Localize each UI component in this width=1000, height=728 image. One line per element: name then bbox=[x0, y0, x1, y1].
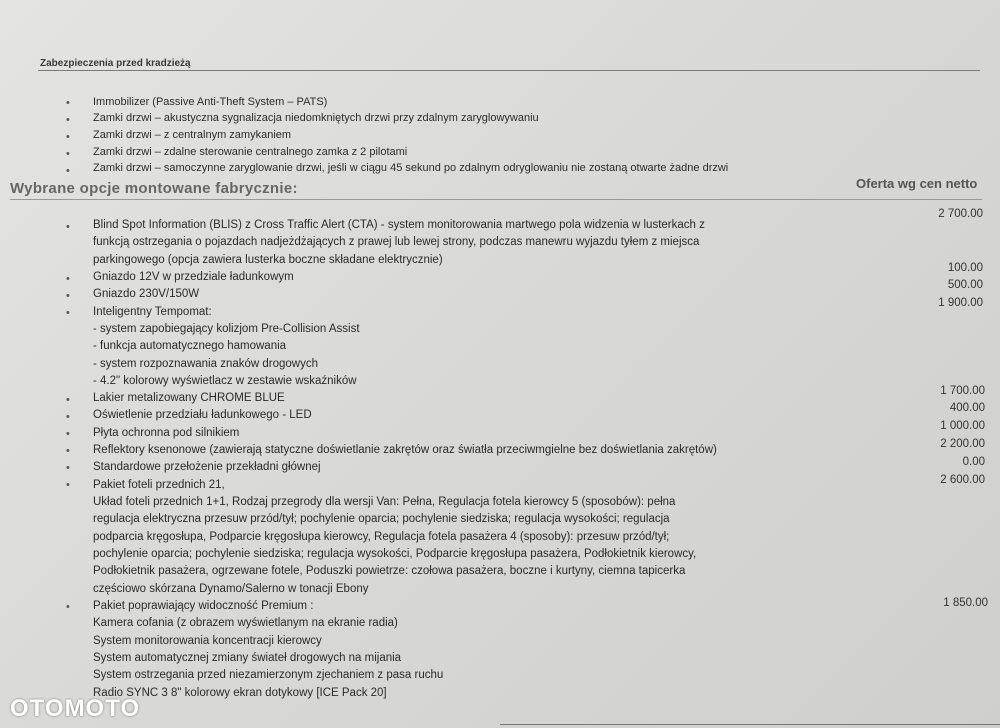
option-price: 100.00 bbox=[947, 262, 983, 274]
antitheft-item: Zamki drzwi – z centralnym zamykaniem bbox=[93, 129, 292, 141]
antitheft-item: Immobilizer (Passive Anti-Theft System – PATS) bbox=[93, 96, 328, 108]
option-line: - system zapobiegający kolizjom Pre-Collision Assist bbox=[93, 323, 360, 335]
options-rule bbox=[10, 199, 982, 200]
bullet: • bbox=[66, 290, 70, 302]
option-price: 500.00 bbox=[947, 279, 983, 291]
bullet: • bbox=[66, 165, 70, 177]
antitheft-item: Zamki drzwi – akustyczna sygnalizacja niedomkniętych drzwi przy zdalnym zaryglowywaniu bbox=[93, 112, 539, 124]
option-price: 400.00 bbox=[949, 402, 985, 414]
option-line: Kamera cofania (z obrazem wyświetlanym na ekranie radia) bbox=[93, 617, 398, 629]
bullet: • bbox=[66, 221, 70, 233]
option-line: podparcia kręgosłupa, Podparcie kręgosłupa kierowcy, Regulacja fotela pasażera 4 (sposoby): przesuw przód/tył; bbox=[93, 531, 670, 543]
option-line: Pakiet foteli przednich 21, bbox=[93, 479, 225, 491]
option-line: Lakier metalizowany CHROME BLUE bbox=[93, 392, 285, 404]
bullet: • bbox=[66, 97, 70, 109]
bullet: • bbox=[66, 148, 70, 160]
option-price: 2 700.00 bbox=[938, 208, 983, 220]
option-line: Standardowe przełożenie przekładni głównej bbox=[93, 461, 321, 473]
option-line: funkcją ostrzegania o pojazdach nadjeżdżających z prawej lub lewej strony, podczas manewru wyjazdu tyłem z miejsca bbox=[93, 236, 700, 248]
option-price: 2 200.00 bbox=[940, 438, 985, 450]
option-line: - system rozpoznawania znaków drogowych bbox=[93, 358, 318, 370]
options-heading: Wybrane opcje montowane fabrycznie: bbox=[10, 180, 298, 197]
option-price: 1 700.00 bbox=[940, 385, 985, 397]
bullet: • bbox=[66, 131, 70, 143]
option-line: Blind Spot Information (BLIS) z Cross Traffic Alert (CTA) - system monitorowania martwego pola widzenia w lusterkach z bbox=[93, 219, 705, 231]
option-price: 1 850.00 bbox=[943, 597, 988, 609]
bullet: • bbox=[66, 394, 70, 406]
option-line: parkingowego (opcja zawiera lusterka boczne składane elektrycznie) bbox=[93, 254, 443, 266]
antitheft-heading: Zabezpieczenia przed kradzieżą bbox=[40, 58, 191, 69]
bullet: • bbox=[66, 462, 70, 474]
option-line: Gniazdo 12V w przedziale ładunkowym bbox=[93, 271, 294, 283]
option-line: Reflektory ksenonowe (zawierają statyczne doświetlanie zakrętów oraz światła przeciwmgielne bez doświetlania zakrętów) bbox=[93, 444, 717, 456]
heading-rule bbox=[38, 70, 980, 71]
option-line: - funkcja automatycznego hamowania bbox=[93, 340, 287, 352]
bullet: • bbox=[66, 273, 70, 285]
option-line: Gniazdo 230V/150W bbox=[93, 288, 200, 300]
option-line: Inteligentny Tempomat: bbox=[93, 306, 212, 318]
option-price: 1 000.00 bbox=[940, 420, 985, 432]
option-line: częściowo skórzana Dynamo/Salerno w tonacji Ebony bbox=[93, 583, 369, 595]
option-price: 0.00 bbox=[962, 456, 985, 468]
option-line: Radio SYNC 3 8" kolorowy ekran dotykowy [ICE Pack 20] bbox=[93, 687, 387, 699]
option-line: System ostrzegania przed niezamierzonym zjechaniem z pasa ruchu bbox=[93, 669, 444, 681]
bullet: • bbox=[66, 445, 70, 457]
option-line: System monitorowania koncentracji kierowcy bbox=[93, 635, 322, 647]
option-line: Oświetlenie przedziału ładunkowego - LED bbox=[93, 409, 312, 421]
option-line: Pakiet poprawiający widoczność Premium : bbox=[93, 600, 314, 612]
bullet: • bbox=[66, 411, 70, 423]
option-line: Płyta ochronna pod silnikiem bbox=[93, 427, 240, 439]
bullet: • bbox=[66, 601, 70, 613]
option-line: Układ foteli przednich 1+1, Rodzaj przegrody dla wersji Van: Pełna, Regulacja fotela kierowcy 5 (sposobów): pełna bbox=[93, 496, 676, 508]
option-line: Podłokietnik pasażera, ogrzewane fotele, Poduszki powietrze: czołowa pasażera, boczne i kurtyny, ciemna tapicerka bbox=[93, 565, 686, 577]
option-line: regulacja elektryczna przesuw przód/tył; pochylenie oparcia; pochylenie siedziska; regulacja wysokości; regulacja bbox=[93, 513, 670, 525]
option-price: 1 900.00 bbox=[938, 297, 983, 309]
bullet: • bbox=[66, 428, 70, 440]
option-line: System automatycznej zmiany świateł drogowych na mijania bbox=[93, 652, 402, 664]
otomoto-watermark: OTOMOTO bbox=[10, 695, 141, 722]
option-line: pochylenie oparcia; pochylenie siedziska; regulacja wysokości, Podparcie kręgosłupa pasażera, Podłokietnik kierowcy, bbox=[93, 548, 697, 560]
antitheft-item: Zamki drzwi – zdalne sterowanie centralnego zamka z 2 pilotami bbox=[93, 146, 408, 158]
bullet: • bbox=[66, 479, 70, 491]
antitheft-item: Zamki drzwi – samoczynne zaryglowanie drzwi, jeśli w ciągu 45 sekund po zdalnym odryglowaniu nie zostaną otwarte żadne drzwi bbox=[93, 162, 729, 174]
bullet: • bbox=[66, 114, 70, 126]
option-line: - 4.2" kolorowy wyświetlacz w zestawie wskaźników bbox=[93, 375, 357, 387]
option-price: 2 600.00 bbox=[940, 474, 985, 486]
bullet: • bbox=[66, 307, 70, 319]
price-column-header: Oferta wg cen netto bbox=[856, 176, 978, 191]
footer-rule bbox=[500, 724, 1000, 725]
